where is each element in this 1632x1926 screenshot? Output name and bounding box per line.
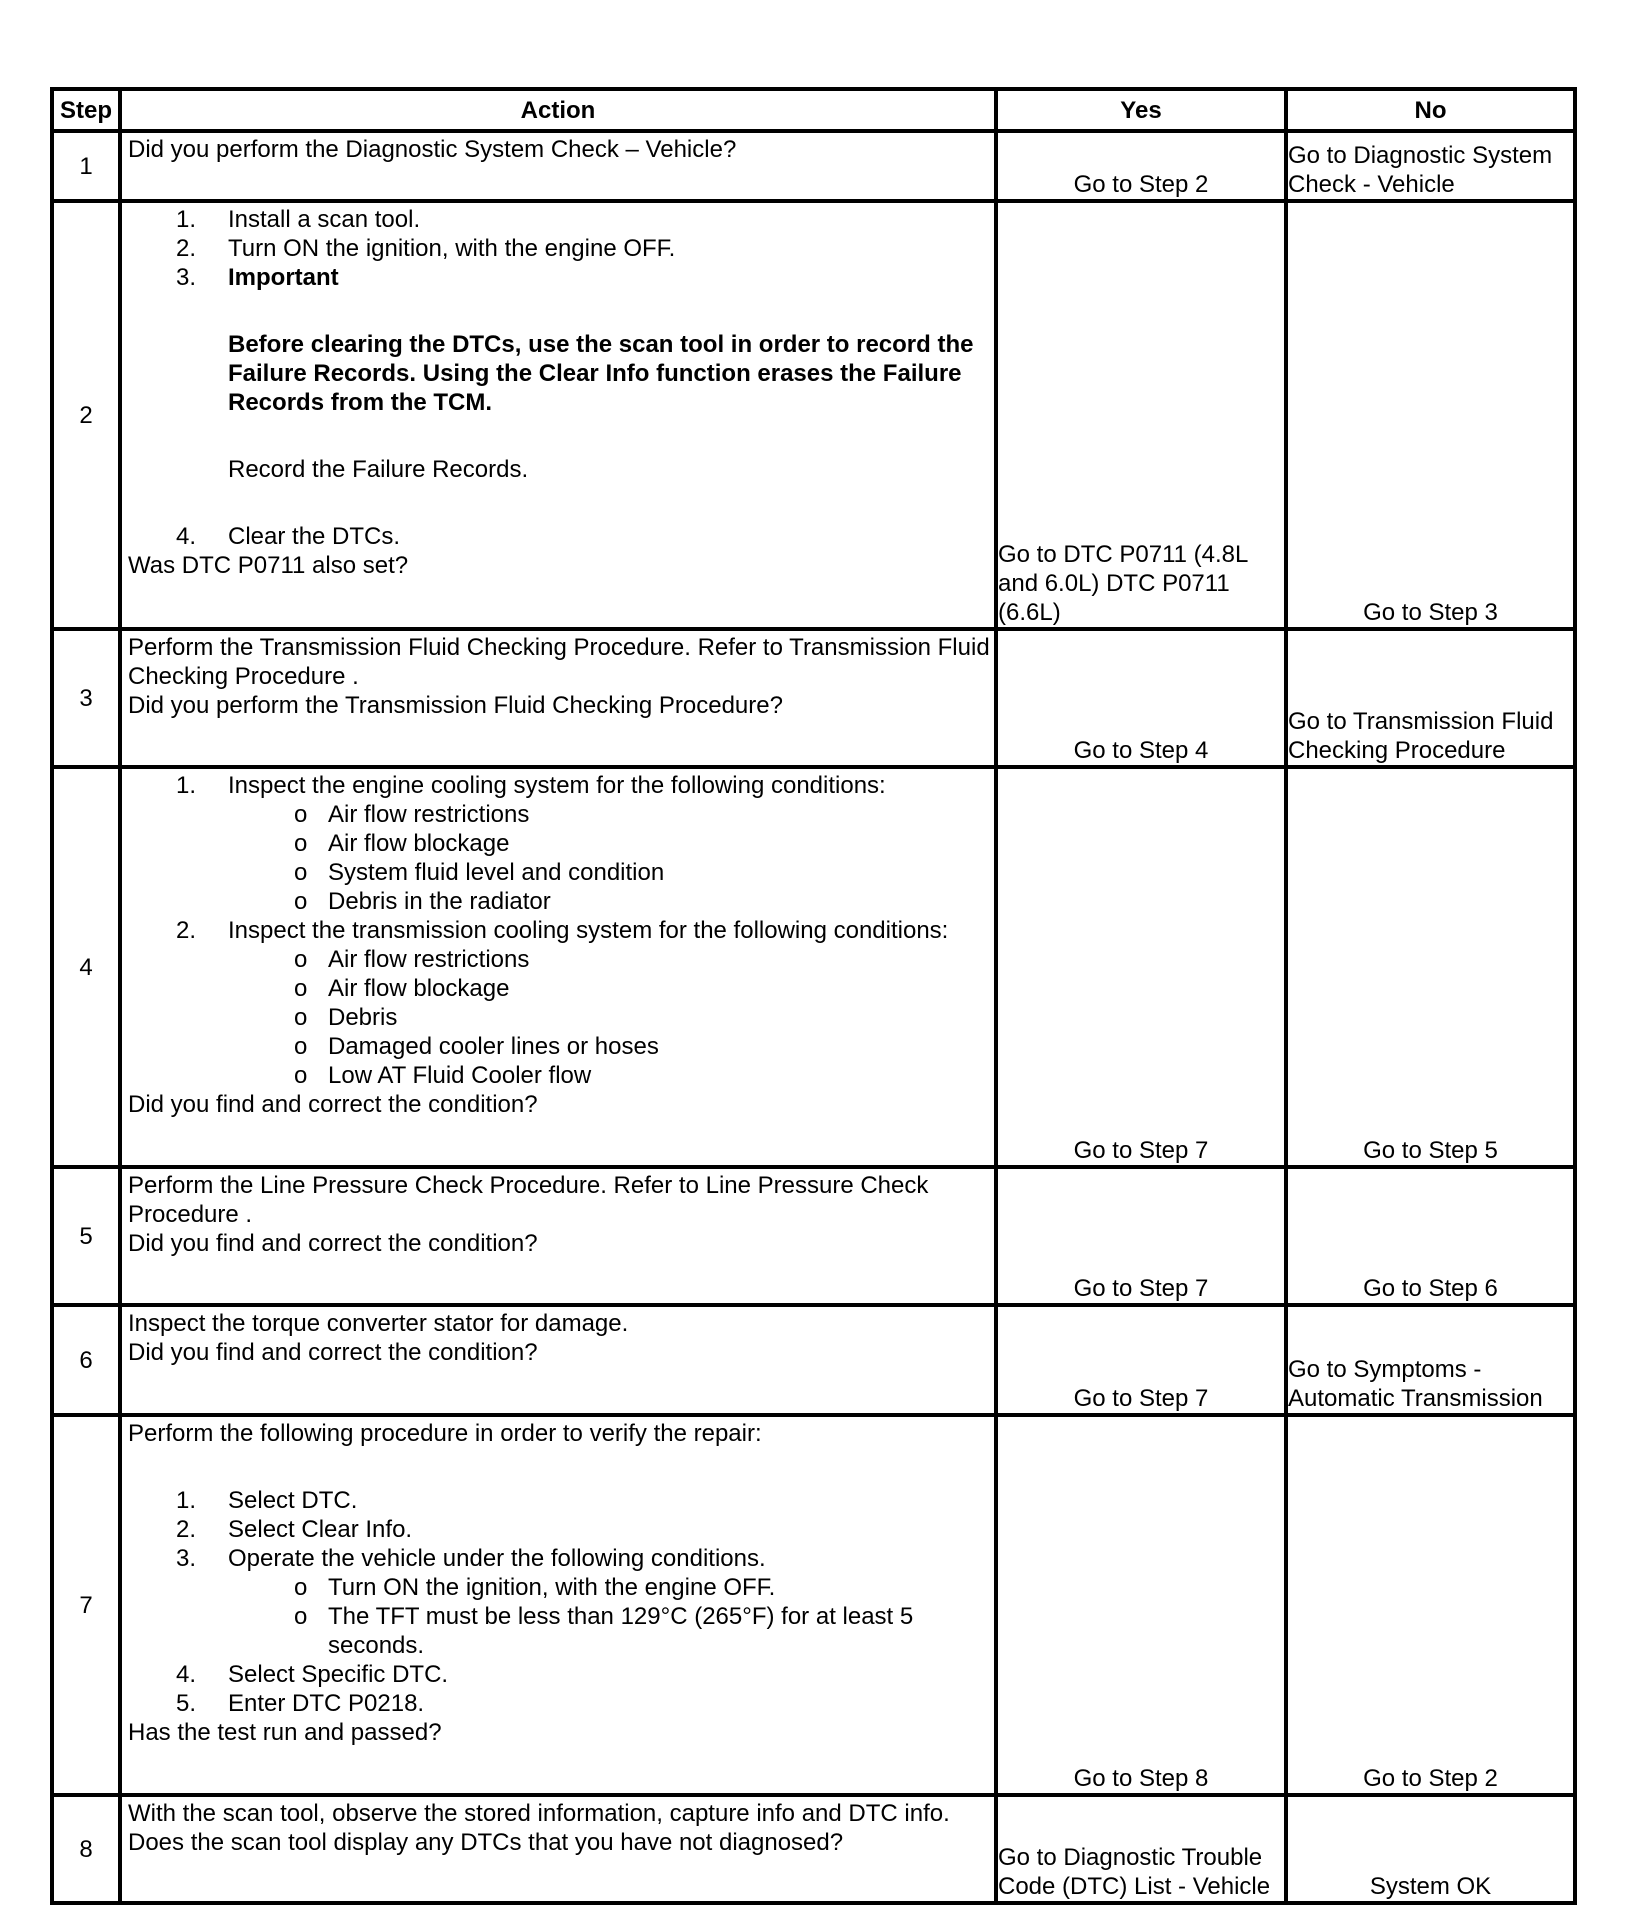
list-item: 4. Clear the DTCs. [176, 523, 401, 550]
sub-item: o System fluid level and condition [294, 859, 665, 886]
list-item: 1. Inspect the engine cooling system for the following conditions: [176, 772, 886, 799]
header-action: Action [120, 89, 996, 131]
list-item: 3. Operate the vehicle under the following conditions. [176, 1545, 766, 1572]
action-cell [120, 629, 996, 767]
sub-item: o Turn ON the ignition, with the engine OFF. [294, 1574, 776, 1601]
yes-cell: Go to Step 2 [996, 131, 1286, 201]
table-row [52, 1415, 1575, 1795]
sub-item: o Air flow restrictions [294, 801, 530, 828]
diagnostic-table [50, 87, 1577, 1905]
sub-item: o Damaged cooler lines or hoses [294, 1033, 659, 1060]
yes-cell: Go to Step 7 [996, 1305, 1286, 1415]
question-text: Did you perform the Transmission Fluid Checking Procedure? [128, 692, 783, 719]
no-cell: System OK [1286, 1795, 1575, 1903]
list-item: 5. Enter DTC P0218. [176, 1690, 425, 1717]
question-text: Was DTC P0711 also set? [128, 552, 409, 579]
action-cell [120, 1167, 996, 1305]
table-row [52, 201, 1575, 629]
list-item: 2. Select Clear Info. [176, 1516, 413, 1543]
table-row [52, 1305, 1575, 1415]
header-yes: Yes [996, 89, 1286, 131]
no-cell: Go to Symptoms - Automatic Transmission [1286, 1305, 1575, 1415]
table-row [52, 1167, 1575, 1305]
sub-item: o Low AT Fluid Cooler flow [294, 1062, 592, 1089]
no-cell: Go to Step 6 [1286, 1167, 1575, 1305]
table-row [52, 767, 1575, 1167]
step-number: 3 [52, 629, 120, 767]
yes-cell: Go to Step 8 [996, 1415, 1286, 1795]
sub-item: o The TFT must be less than 129°C (265°F) for at least 5 seconds. [294, 1603, 914, 1659]
step-number: 5 [52, 1167, 120, 1305]
question-text: Has the test run and passed? [128, 1719, 442, 1746]
question-text: Does the scan tool display any DTCs that you have not diagnosed? [128, 1829, 844, 1856]
no-cell: Go to Transmission Fluid Checking Procedure [1286, 629, 1575, 767]
yes-cell: Go to Step 7 [996, 767, 1286, 1167]
list-item: 1. Select DTC. [176, 1487, 358, 1514]
sub-item: o Debris [294, 1004, 398, 1031]
action-cell [120, 131, 996, 201]
list-item: 3. Important [176, 264, 339, 291]
step-number: 7 [52, 1415, 120, 1795]
sub-item: o Air flow blockage [294, 975, 510, 1002]
list-item: 2. Inspect the transmission cooling system for the following conditions: [176, 917, 949, 944]
no-cell: Go to Step 2 [1286, 1415, 1575, 1795]
action-text: Inspect the torque converter stator for damage. [128, 1310, 629, 1337]
yes-cell: Go to Step 7 [996, 1167, 1286, 1305]
list-item: 4. Select Specific DTC. [176, 1661, 449, 1688]
sub-item: o Air flow restrictions [294, 946, 530, 973]
question-text: Did you find and correct the condition? [128, 1091, 538, 1118]
table-row [52, 1795, 1575, 1903]
step-number: 4 [52, 767, 120, 1167]
yes-cell: Go to Diagnostic Trouble Code (DTC) List - Vehicle [996, 1795, 1286, 1903]
record-note: Record the Failure Records. [228, 456, 529, 483]
header-row [52, 89, 1575, 131]
action-cell [120, 767, 996, 1167]
action-text: Perform the following procedure in order to verify the repair: [128, 1420, 762, 1447]
step-number: 8 [52, 1795, 120, 1903]
action-text: Perform the Line Pressure Check Procedure. Refer to Line Pressure Check Procedure . [128, 1172, 929, 1228]
question-text: Did you find and correct the condition? [128, 1230, 538, 1257]
no-cell: Go to Step 5 [1286, 767, 1575, 1167]
action-cell [120, 1795, 996, 1903]
action-text: Perform the Transmission Fluid Checking Procedure. Refer to Transmission Fluid Checking Procedure . [128, 634, 990, 690]
step-number: 6 [52, 1305, 120, 1415]
action-cell [120, 1305, 996, 1415]
header-no: No [1286, 89, 1575, 131]
action-cell [120, 1415, 996, 1795]
action-cell [120, 201, 996, 629]
action-text: With the scan tool, observe the stored information, capture info and DTC info. [128, 1800, 950, 1827]
sub-item: o Air flow blockage [294, 830, 510, 857]
action-text: Did you perform the Diagnostic System Check – Vehicle? [128, 136, 737, 163]
sub-item: o Debris in the radiator [294, 888, 551, 915]
header-step: Step [52, 89, 120, 131]
no-cell: Go to Diagnostic System Check - Vehicle [1286, 131, 1575, 201]
list-item: 1. Install a scan tool. [176, 206, 421, 233]
yes-cell: Go to DTC P0711 (4.8L and 6.0L) DTC P0711 (6.6L) [996, 201, 1286, 629]
list-item: 2. Turn ON the ignition, with the engine OFF. [176, 235, 676, 262]
question-text: Did you find and correct the condition? [128, 1339, 538, 1366]
step-number: 2 [52, 201, 120, 629]
step-number: 1 [52, 131, 120, 201]
no-cell: Go to Step 3 [1286, 201, 1575, 629]
table-row [52, 131, 1575, 201]
yes-cell: Go to Step 4 [996, 629, 1286, 767]
important-note: Before clearing the DTCs, use the scan tool in order to record the Failure Records. Using the Clear Info function erases the Failure Records from the TCM. [228, 331, 974, 416]
table-row [52, 629, 1575, 767]
